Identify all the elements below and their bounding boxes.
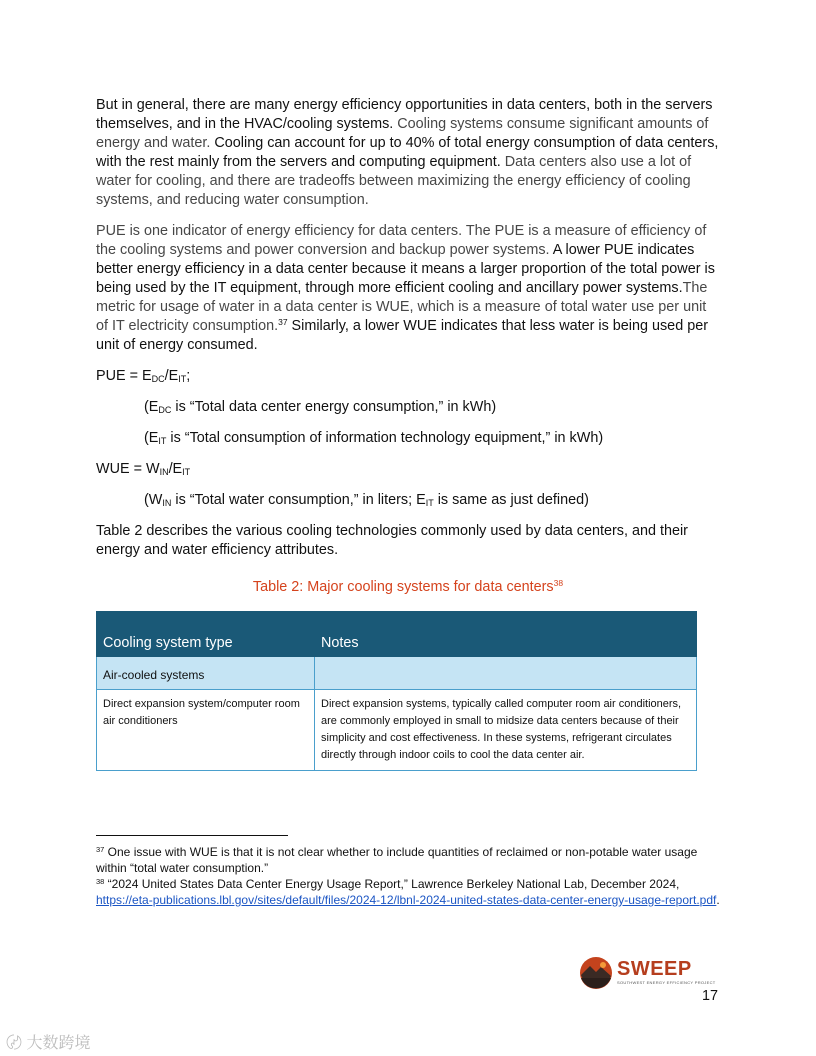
- formula-text: PUE = E: [96, 368, 152, 384]
- formula-text: ;: [186, 368, 191, 384]
- sweep-logo-icon: [579, 956, 613, 990]
- watermark-icon: 〄: [6, 1035, 27, 1052]
- footnote-text: “2024 United States Data Center Energy Usage Report,” Lawrence Berkeley National Lab, December 2024,: [104, 877, 680, 891]
- paragraph-sentence: But in general, there are many energy efficiency opportunities in data centers, both in the servers themselves, and in the HVAC/cooling systems.: [96, 97, 713, 132]
- formula-subscript: DC: [158, 405, 172, 415]
- page-content: [96, 96, 720, 771]
- footnote-37: [96, 844, 720, 876]
- paragraph-sentence: Cooling systems consume significant amounts of energy and water.: [96, 116, 709, 151]
- table-header-row: [97, 613, 697, 657]
- edc-definition: [144, 398, 720, 417]
- paragraph-table-intro: Table 2 describes the various cooling technologies commonly used by data centers, and their energy and water efficiency attributes.: [96, 523, 688, 558]
- footnote-text: .: [716, 893, 720, 907]
- formula-text: /E: [164, 368, 179, 384]
- sweep-logo: [579, 956, 719, 990]
- formula-subscript: IT: [158, 436, 167, 446]
- formula-text: is “Total consumption of information technology equipment,” in kWh): [166, 430, 604, 446]
- formula-text: /E: [168, 461, 183, 477]
- formula-text: (E: [144, 399, 159, 415]
- footnote-number: 38: [96, 877, 105, 886]
- table-caption: [96, 578, 720, 597]
- formula-subscript: IT: [182, 467, 191, 477]
- formula-text: (W: [144, 492, 163, 508]
- cooling-type-cell: Direct expansion system/computer room air conditioners: [97, 690, 315, 771]
- paragraph-sentence: PUE is one indicator of energy efficiency for data centers. The PUE is a measure of efficiency of the cooling systems and power conversion and backup power systems.: [96, 223, 707, 258]
- paragraph-sentence: Cooling can account for up to 40% of total energy consumption of data centers, with the rest mainly from the servers and computing equipment.: [96, 135, 719, 170]
- paragraph-energy-efficiency: [96, 96, 720, 210]
- formula-text: WUE = W: [96, 461, 160, 477]
- paragraph-sentence: The metric for usage of water in a data center is WUE, which is a measure of total water use per unit of IT electricity consumption.: [96, 280, 708, 334]
- formula-subscript: IN: [162, 498, 172, 508]
- paragraph-pue: [96, 222, 720, 355]
- page-number: 17: [702, 988, 719, 1004]
- section-label: Air-cooled systems: [97, 657, 315, 690]
- formula-subscript: DC: [151, 374, 165, 384]
- cooling-systems-table: [96, 611, 697, 771]
- watermark-text: 大数跨境: [26, 1035, 91, 1052]
- formula-text: (E: [144, 430, 159, 446]
- eit-definition: [144, 429, 720, 448]
- wue-formula: [96, 460, 720, 479]
- formula-subscript: IN: [159, 467, 169, 477]
- footnote-38: [96, 876, 720, 908]
- notes-cell: Direct expansion systems, typically called computer room air conditioners, are commonly employed in small to midsize data centers because of their simplicity and cost effectiveness. In these systems, refrigerant circulates directly through indoor coils to cool the data center air.: [315, 690, 697, 771]
- footnote-number: 37: [96, 845, 105, 854]
- formula-text: is “Total data center energy consumption,” in kWh): [171, 399, 497, 415]
- watermark: [6, 1030, 90, 1053]
- footnote-text: One issue with WUE is that it is not clear whether to include quantities of reclaimed or non-potable water usage within “total water consumption.”: [96, 845, 698, 875]
- footnote-divider: [96, 835, 288, 836]
- footnote-link[interactable]: https://eta-publications.lbl.gov/sites/default/files/2024-12/lbnl-2024-united-states-data-center-energy-usage-report.pdf: [96, 893, 717, 907]
- paragraph-sentence: Similarly, a lower WUE indicates that less water is being used per unit of energy consumed.: [96, 318, 708, 353]
- table-caption-text: Table 2: Major cooling systems for data centers: [252, 579, 554, 595]
- formula-text: is same as just defined): [433, 492, 589, 508]
- column-header: Cooling system type: [97, 613, 315, 657]
- win-definition: [144, 491, 720, 510]
- table-row: [97, 690, 697, 771]
- formula-subscript: IT: [425, 498, 434, 508]
- table-section-row: [97, 657, 697, 690]
- pue-formula: [96, 367, 720, 386]
- paragraph-sentence: Data centers also use a lot of water for cooling, and there are tradeoffs between maximizing the energy efficiency of cooling systems, and reducing water consumption.: [96, 154, 692, 208]
- section-empty-cell: [315, 657, 697, 690]
- footnote-reference[interactable]: 38: [553, 578, 564, 588]
- footnotes: [96, 835, 720, 908]
- logo-tagline: SOUTHWEST ENERGY EFFICIENCY PROJECT: [617, 980, 716, 985]
- formula-subscript: IT: [178, 374, 187, 384]
- paragraph-sentence: A lower PUE indicates better energy efficiency in a data center because it means a larger proportion of the total power is being used by the IT equipment, through more efficient cooling and ancillary power systems.: [96, 242, 715, 296]
- logo-wordmark: SWEEP: [617, 958, 692, 980]
- formula-text: is “Total water consumption,” in liters; E: [171, 492, 426, 508]
- footnote-reference[interactable]: 37: [278, 317, 288, 327]
- column-header: Notes: [315, 613, 697, 657]
